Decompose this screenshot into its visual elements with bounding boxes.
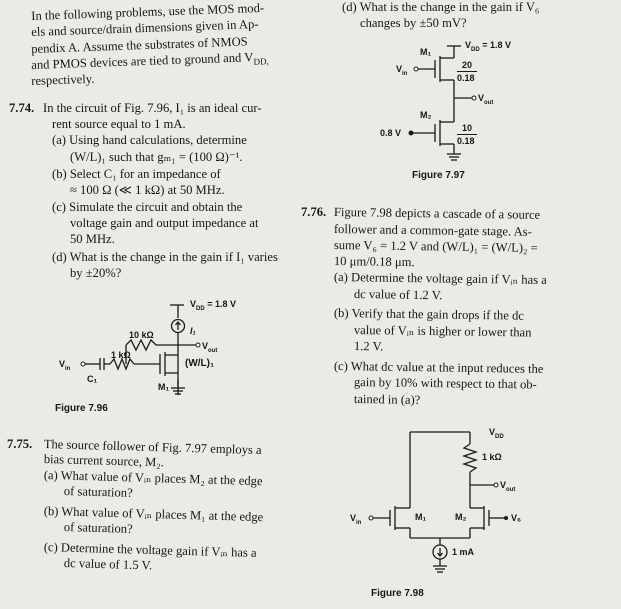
figure-7-98-caption: Figure 7.98 xyxy=(371,588,424,599)
intro-line-4: and PMOS devices are tied to ground and $V_{DD,}$ xyxy=(31,50,269,72)
problem-line: (a) Determine the voltage gain if Vᵢₙ has a xyxy=(333,270,547,287)
intro-line-3: pendix A. Assume the substrates of NMOS xyxy=(31,34,248,56)
problem-line: of saturation? xyxy=(63,484,133,500)
problem-line: rent source equal to 1 mA. xyxy=(52,117,186,131)
vout-label: $V_{out}$ xyxy=(202,341,218,354)
figure-7-96-caption: Figure 7.96 xyxy=(55,403,108,414)
m2-ratio-bar xyxy=(457,134,477,135)
problem-line: by ±20%? xyxy=(70,266,122,280)
intro-line-5: respectively. xyxy=(31,71,95,88)
problem-line: dc value of 1.2 V. xyxy=(353,287,443,303)
current-source-label: I₁ xyxy=(190,326,196,336)
vdd-label: $V_{DD} = 1.8$ V xyxy=(465,40,511,53)
problem-line: 1.2 V. xyxy=(353,339,384,354)
vout-label: $V_{out}$ xyxy=(500,480,516,493)
vin-label: $V_{in}$ xyxy=(59,359,71,372)
vdd-label: $V_{DD} = 1.8$ V xyxy=(190,299,236,312)
problem-line: (a) What value of Vᵢₙ places M₂ at the edge xyxy=(43,468,263,489)
wl-label: (W/L)₁ xyxy=(185,358,215,369)
vin-label: $V_{in}$ xyxy=(350,513,362,526)
current-source-label: 1 mA xyxy=(452,547,475,557)
problem-line: of saturation? xyxy=(63,520,133,536)
problem-number: 7.74. xyxy=(9,101,35,115)
problem-line: Figure 7.98 depicts a cascade of a source xyxy=(333,205,541,222)
intro-line-2: els and source/drain dimensions given in Ap- xyxy=(31,17,259,39)
problem-line: changes by ±50 mV? xyxy=(360,16,467,30)
problem-line: (b) Select C₁ for an impedance of xyxy=(52,167,221,181)
problem-line: ≈ 100 Ω (≪ 1 kΩ) at 50 MHz. xyxy=(70,183,225,197)
resistor-1k-label: 1 kΩ xyxy=(482,452,502,462)
problem-line: (c) Determine the voltage gain if Vᵢₙ has a xyxy=(43,540,257,560)
figure-7-97-caption: Figure 7.97 xyxy=(412,170,465,181)
capacitor-label: C₁ xyxy=(87,374,98,384)
problem-line: (W/L)₁ such that gₘ₁ = (100 Ω)⁻¹. xyxy=(70,150,243,164)
problem-line: 50 MHz. xyxy=(70,232,115,246)
problem-line: (c) What dc value at the input reduces the xyxy=(333,359,544,376)
problem-line: (a) Using hand calculations, determine xyxy=(52,133,247,147)
transistor-m1-label: M₁ xyxy=(415,512,427,522)
problem-number: 7.76. xyxy=(301,205,327,219)
bias-voltage-label: V₆ xyxy=(511,513,522,523)
intro-line-1: In the following problems, use the MOS mod- xyxy=(31,0,265,23)
problem-line: 10 μm/0.18 μm. xyxy=(333,254,415,270)
problem-line: voltage gain and output impedance at xyxy=(70,216,259,230)
problem-number: 7.75. xyxy=(7,437,33,451)
problem-line: (c) Simulate the circuit and obtain the xyxy=(52,200,243,214)
problem-line: (b) What value of Vᵢₙ places M₁ at the edge xyxy=(43,504,264,525)
problem-line: The source follower of Fig. 7.97 employs a xyxy=(43,437,262,458)
problem-line: sume V₆ = 1.2 V and (W/L)₁ = (W/L)₂ = xyxy=(333,238,538,255)
problem-line: (d) What is the change in the gain if V₆ xyxy=(342,0,540,14)
problem-line: (b) Verify that the gain drops if the dc xyxy=(333,306,525,323)
problem-line: follower and a common-gate stage. As- xyxy=(333,222,532,239)
m2-width-label: 10 xyxy=(462,123,473,133)
transistor-m1-label: M₁ xyxy=(158,382,170,392)
resistor-10k-label: 10 kΩ xyxy=(129,330,154,340)
vout-label: $V_{out}$ xyxy=(478,93,494,106)
problem-line: tained in (a)? xyxy=(353,392,421,407)
vin-label: $V_{in}$ xyxy=(396,64,408,77)
problem-line: gain by 10% with respect to that ob- xyxy=(353,375,537,392)
problem-line: value of Vᵢₙ is higher or lower than xyxy=(353,323,532,340)
problem-line: (d) What is the change in the gain if I₁ varies xyxy=(52,250,278,264)
problem-line: dc value of 1.5 V. xyxy=(63,556,153,573)
transistor-m1-label: M₁ xyxy=(420,47,432,57)
transistor-m2-label: M₂ xyxy=(455,512,467,522)
m1-width-label: 20 xyxy=(462,60,473,70)
problem-line: bias current source, M₂. xyxy=(43,452,165,470)
m1-ratio-bar xyxy=(457,71,477,72)
resistor-1k-label: 1 kΩ xyxy=(111,350,131,360)
bias-voltage-label: 0.8 V xyxy=(380,128,402,138)
m1-length-label: 0.18 xyxy=(457,73,475,83)
problem-line: In the circuit of Fig. 7.96, I₁ is an ideal cur- xyxy=(43,101,262,115)
transistor-m2-label: M₂ xyxy=(420,110,432,120)
m2-length-label: 0.18 xyxy=(457,136,475,146)
vdd-label: $V_{DD}$ xyxy=(489,427,504,440)
